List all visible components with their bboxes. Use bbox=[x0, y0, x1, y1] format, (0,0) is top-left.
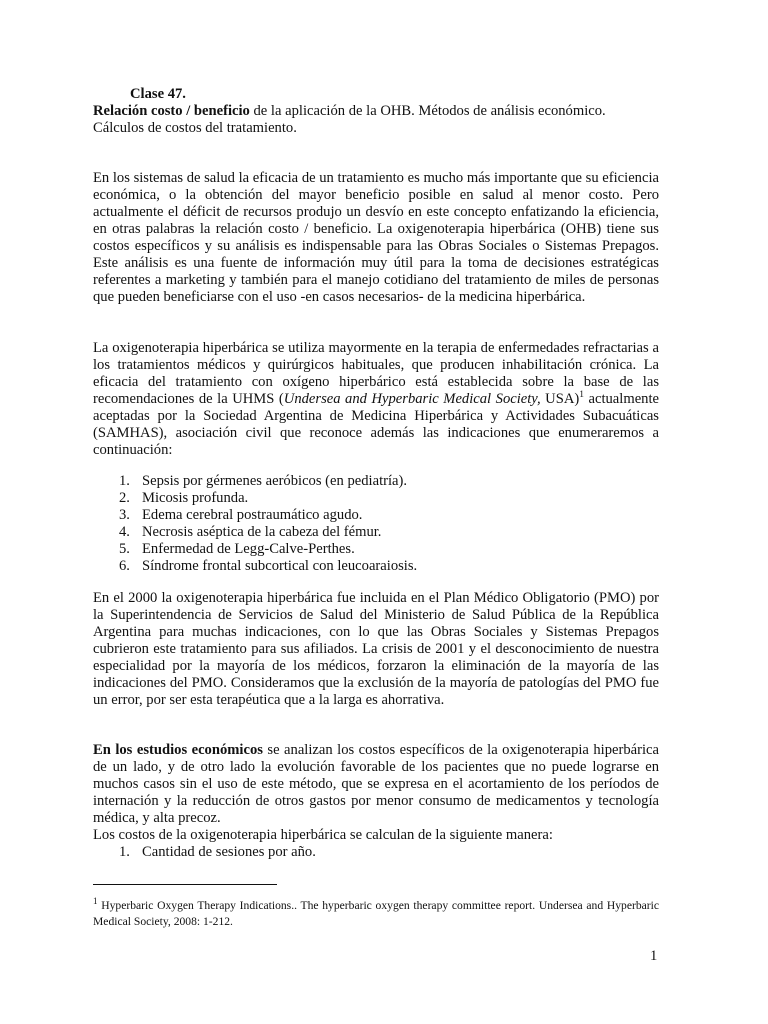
cost-item-text: Cantidad de sesiones por año. bbox=[142, 844, 316, 860]
subtitle bbox=[93, 103, 659, 120]
list-item-number: 3. bbox=[119, 507, 130, 523]
list-item-text: Edema cerebral postraumático agudo. bbox=[142, 507, 363, 523]
subtitle-bold: Relación costo / beneficio bbox=[93, 103, 250, 119]
list-item-text: Necrosis aséptica de la cabeza del fémur. bbox=[142, 524, 382, 540]
footnote-text: Hyperbaric Oxygen Therapy Indications.. The hyperbaric oxygen therapy committee report. Undersea and Hyperbaric Medical Society, 2008: 1-212. bbox=[93, 898, 659, 928]
paragraph-3: En el 2000 la oxigenoterapia hiperbárica fue incluida en el Plan Médico Obligatorio (PMO) por la Superintendencia de Servicios de Salud del Ministerio de Salud Pública de la República Argentina para muchas indicaciones, con lo que las Obras Sociales y Sistemas Prepagos cubrieron este tratamiento para sus afiliados. La crisis de 2001 y el desconocimiento de nuestra especialidad por la mayoría de los médicos, forzaron la eliminación de la mayoría de las indicaciones del PMO. Consideramos que la exclusión de la mayoría de patologías del PMO fue un error, por ser esta terapéutica que a la larga es ahorrativa. bbox=[93, 590, 659, 708]
paragraph-2 bbox=[93, 340, 659, 459]
list-item-text: Micosis profunda. bbox=[142, 490, 249, 506]
list-item-number: 1. bbox=[119, 473, 130, 489]
list-item bbox=[93, 507, 613, 524]
document-heading bbox=[93, 86, 659, 137]
list-item bbox=[93, 541, 613, 558]
paragraph-4-rest: se analizan los costos específicos de la oxigenoterapia hiperbárica de un lado, y de otro lado la evolución favorable de los pacientes que no puede lograrse en muchos casos sin el uso de este método, que se expresa en el acortamiento de los períodos de internación y la reducción de otros gastos por menor consumo de medicamentos y tecnología médica, y alta precoz. bbox=[93, 742, 660, 826]
cost-list-item bbox=[93, 844, 659, 861]
costs-intro: Los costos de la oxigenoterapia hiperbárica se calculan de la siguiente manera: bbox=[93, 827, 553, 843]
list-item-number: 5. bbox=[119, 541, 130, 557]
list-item bbox=[93, 558, 613, 575]
paragraph-4-bold: En los estudios económicos bbox=[93, 742, 263, 758]
list-item-text: Sepsis por gérmenes aeróbicos (en pediatría). bbox=[142, 473, 408, 489]
cost-item-number: 1. bbox=[119, 844, 130, 860]
class-title: Clase 47. bbox=[130, 86, 186, 102]
footnote-divider bbox=[93, 884, 277, 885]
paragraph-2-part-1: La oxigenoterapia hiperbárica se utiliza mayormente en la terapia de enfermedades refractarias a los tratamientos médicos y quirúrgicos habituales, que producen inhabilitación crónica. La eficacia del tratamiento con oxígeno hiperbárico está establecida sobre la base de las recomendaciones de la UHMS ( bbox=[93, 340, 659, 407]
list-item-number: 2. bbox=[119, 490, 130, 506]
list-item-number: 6. bbox=[119, 558, 130, 574]
paragraph-2-part-3: actualmente aceptadas por la Sociedad Argentina de Medicina Hiperbárica y Actividades Subacuáticas (SAMHAS), asociación civil que reconoce además las indicaciones que enumeraremos a continuación: bbox=[93, 391, 659, 458]
footnote-reference: 1 bbox=[579, 390, 584, 400]
paragraph-2-part-2: USA) bbox=[540, 391, 580, 407]
list-item-number: 4. bbox=[119, 524, 130, 540]
subtitle-line-2: Cálculos de costos del tratamiento. bbox=[93, 120, 297, 136]
paragraph-2-italic: Undersea and Hyperbaric Medical Society, bbox=[283, 391, 541, 407]
footnote bbox=[93, 893, 659, 930]
indications-list bbox=[93, 473, 613, 575]
list-item bbox=[93, 490, 613, 507]
list-item bbox=[93, 473, 613, 490]
paragraph-4 bbox=[93, 742, 659, 827]
page-number: 1 bbox=[650, 948, 658, 964]
paragraph-1: En los sistemas de salud la eficacia de un tratamiento es mucho más importante que su eficiencia económica, o la obtención del mayor beneficio posible en salud al menor costo. Pero actualmente el déficit de recursos produjo un desvío en este concepto enfatizando la eficiencia, en otras palabras la relación costo / beneficio. La oxigenoterapia hiperbárica (OHB) tiene sus costos específicos y su análisis es indispensable para las Obras Sociales o Sistemas Prepagos. Este análisis es una fuente de información muy útil para la toma de decisiones estratégicas referentes a marketing y también para el manejo cotidiano del tratamiento de miles de personas que pueden beneficiarse con el uso -en casos necesarios- de la medicina hiperbárica. bbox=[93, 170, 659, 305]
list-item-text: Síndrome frontal subcortical con leucoaraiosis. bbox=[142, 558, 418, 574]
list-item bbox=[93, 524, 613, 541]
subtitle-rest: de la aplicación de la OHB. Métodos de análisis económico. bbox=[249, 103, 606, 119]
footnote-marker: 1 bbox=[93, 896, 98, 906]
list-item-text: Enfermedad de Legg-Calve-Perthes. bbox=[142, 541, 355, 557]
